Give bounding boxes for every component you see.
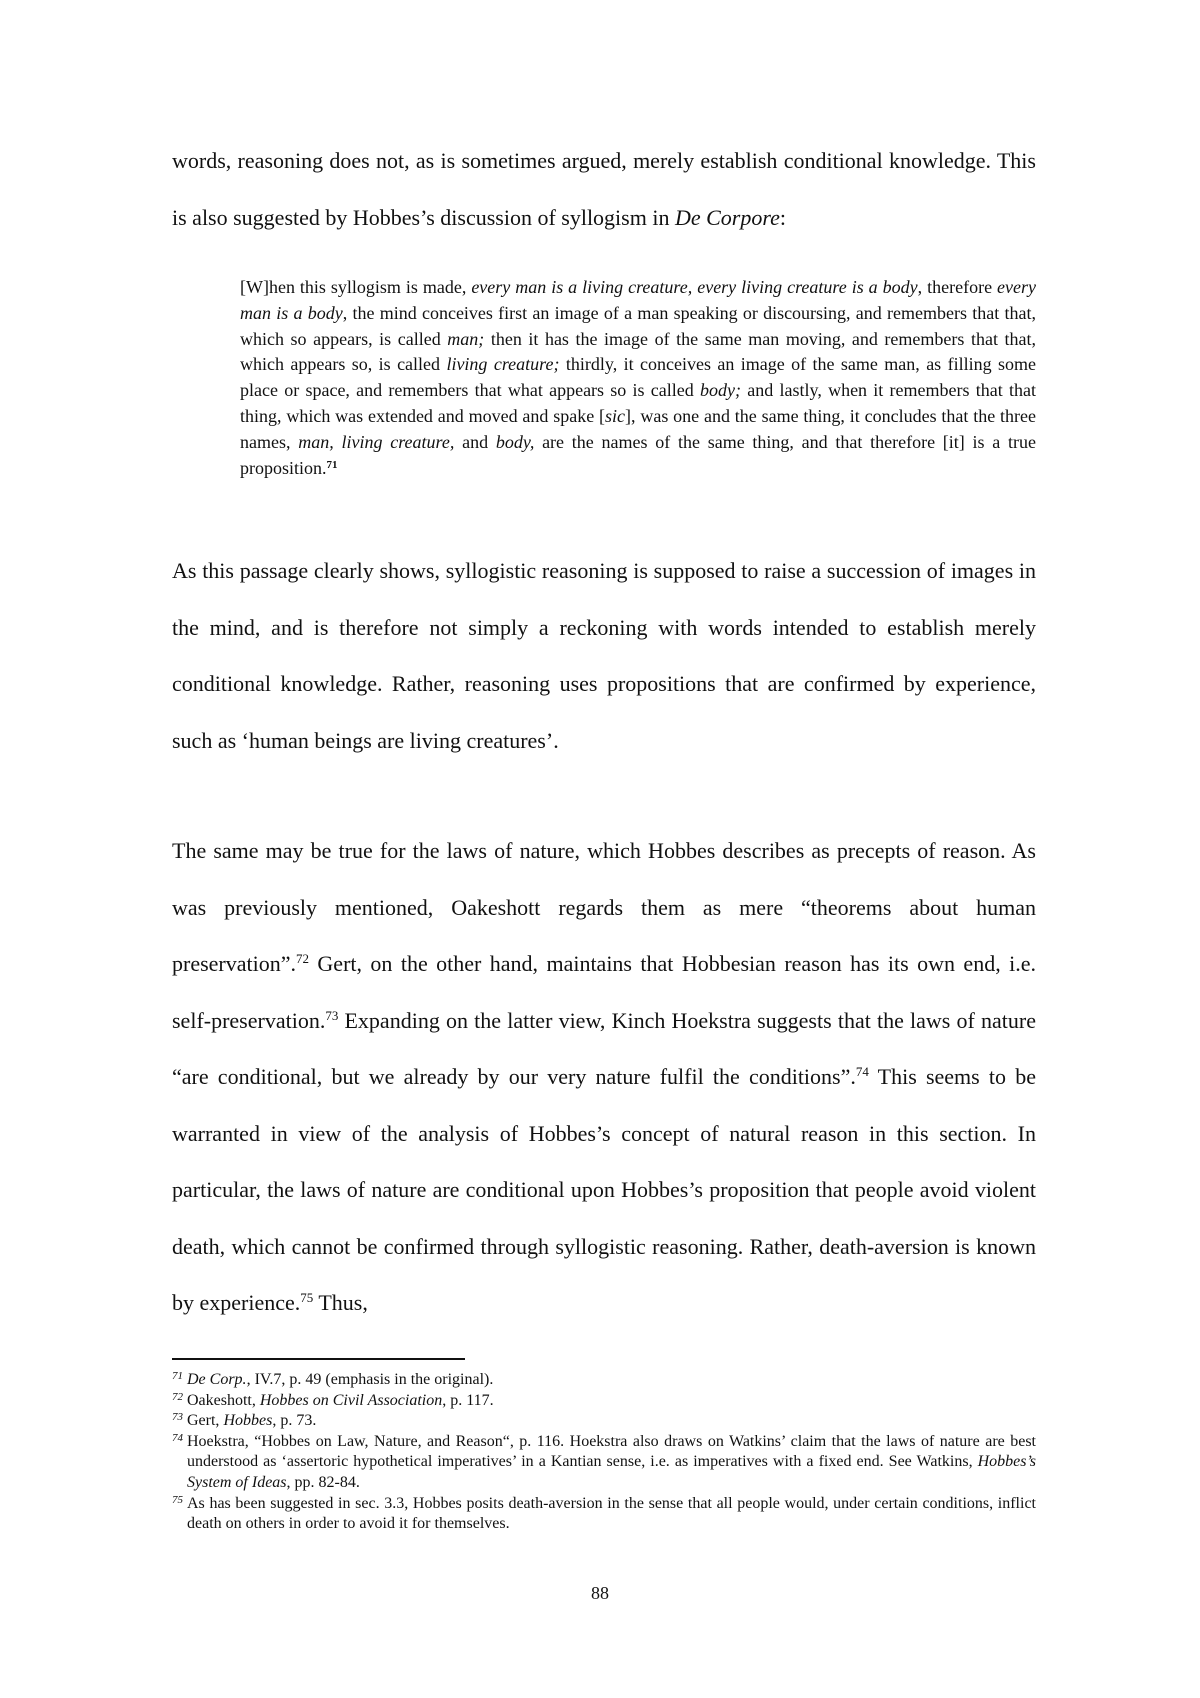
quote-text: and (454, 431, 496, 452)
footnote-ref: 72 (296, 951, 309, 966)
quote-text: are the names of the same thing, and that therefore [it] is a true proposition. (240, 431, 1036, 478)
quote-text: thirdly, it conceives an image of the same man, as filling some place or space, and remembers that what appears so is called (240, 354, 1036, 401)
footnote-number: 74 (172, 1431, 183, 1444)
footnote-text: , p. 117. (442, 1391, 494, 1409)
footnote-citation: Hobbes on Civil Association (259, 1391, 443, 1409)
footnote-citation: Hobbes’s System of Ideas (187, 1453, 1036, 1491)
footnote-text: Oakeshott, (187, 1391, 260, 1409)
quote-emphasis: man; (447, 328, 485, 349)
block-quote (240, 275, 1036, 481)
quote-emphasis: every man is a body (240, 277, 1036, 323)
quote-text: then it has the image of the same man moving, and remembers that that, which appears so, is called (240, 328, 1037, 375)
quote-emphasis: body; (700, 380, 742, 401)
footnote-text: As has been suggested in sec. 3.3, Hobbes posits death-aversion in the sense that all people would, under certain conditions, inflict death on others in order to avoid it for themselves. (187, 1494, 1036, 1533)
footnote-73 (172, 1411, 1036, 1432)
footnote-number: 72 (172, 1390, 183, 1403)
paragraph-text: The same may be true for the laws of nature, which Hobbes describes as precepts of reason. As was previously mentioned, Oakeshott regards them as mere “theorems about human preservation”. (172, 838, 1036, 976)
paragraph-text: This seems to be warranted in view of the analysis of Hobbes’s concept of natural reason in this section. In particular, the laws of nature are conditional upon Hobbes’s proposition that people avoid violent death, which cannot be confirmed through syllogistic reasoning. Rather, death-aversion is known by experience. (172, 1064, 1036, 1315)
footnote-75 (172, 1494, 1036, 1535)
quote-emphasis: sic (605, 405, 626, 426)
paragraph-text: Thus, (313, 1290, 368, 1315)
footnote-74 (172, 1432, 1036, 1494)
footnote-number: 73 (172, 1411, 183, 1424)
footnote-text: Hoekstra, “Hobbes on Law, Nature, and Reason“, p. 116. Hoekstra also draws on Watkins’ claim that the laws of nature are best understood as ‘assertoric hypothetical imperatives’ in a Kantian sense, i.e. as imperatives with a fixed end. See Watkins, (187, 1432, 1036, 1471)
quote-emphasis: living creature; (446, 354, 560, 375)
footnote-ref: 73 (325, 1007, 339, 1023)
footnotes (172, 1370, 1036, 1535)
paragraph-text: : (779, 204, 786, 230)
footnote-71 (172, 1370, 1036, 1391)
work-title: De Corpore (674, 204, 780, 230)
paragraph-text: words, reasoning does not, as is sometimes argued, merely establish conditional knowledge. This is also suggested by Hobbes’s discussion of syllogism in (172, 148, 1036, 230)
quote-emphasis: man, living creature, (298, 431, 455, 452)
footnote-72 (172, 1391, 1036, 1412)
quote-emphasis: body, (495, 431, 535, 452)
footnote-text: , pp. 82-84. (286, 1473, 360, 1491)
footnote-ref: 74 (855, 1064, 869, 1079)
quote-emphasis: every man is a living creature, every living creature is a body (471, 277, 918, 297)
footnote-ref: 75 (300, 1290, 314, 1305)
body-paragraph-2 (172, 543, 1036, 769)
paragraph-text: Expanding on the latter view, Kinch Hoekstra suggests that the laws of nature “are conditional, but we already by our very nature fulfil the conditions”. (172, 1007, 1036, 1089)
footnote-citation: De Corp. (187, 1371, 247, 1388)
paragraph-text: As this passage clearly shows, syllogistic reasoning is supposed to raise a succession of images in the mind, and is therefore not simply a reckoning with words intended to establish merely conditional knowledge. Rather, reasoning uses propositions that are confirmed by experience, such as ‘human beings are living creatures’. (172, 558, 1036, 753)
quote-text: and lastly, when it remembers that that thing, which was extended and moved and spake [ (240, 380, 1036, 426)
paragraph-text: Gert, on the other hand, maintains that Hobbesian reason has its own end, i.e. self-preservation. (172, 951, 1036, 1033)
footnote-separator (172, 1358, 465, 1360)
footnote-number: 75 (172, 1493, 183, 1506)
quote-text: ], was one and the same thing, it concludes that the three names, (240, 405, 1037, 452)
body-paragraph-3 (172, 823, 1036, 1332)
page-number: 88 (591, 1583, 609, 1603)
footnote-text: , p. 73. (272, 1412, 317, 1430)
footnote-number: 71 (172, 1370, 183, 1382)
footnote-text: Gert, (187, 1412, 224, 1430)
footnote-ref: 71 (326, 458, 338, 471)
quote-text: , the mind conceives first an image of a man speaking or discoursing, and remembers that that, which so appears, is called (240, 302, 1036, 349)
footnote-citation: Hobbes (223, 1412, 273, 1430)
footnote-text: , IV.7, p. 49 (emphasis in the original). (246, 1371, 494, 1388)
quote-text: , therefore (917, 277, 998, 297)
quote-text: [W]hen this syllogism is made, (240, 277, 472, 297)
body-paragraph-1 (172, 133, 1036, 246)
